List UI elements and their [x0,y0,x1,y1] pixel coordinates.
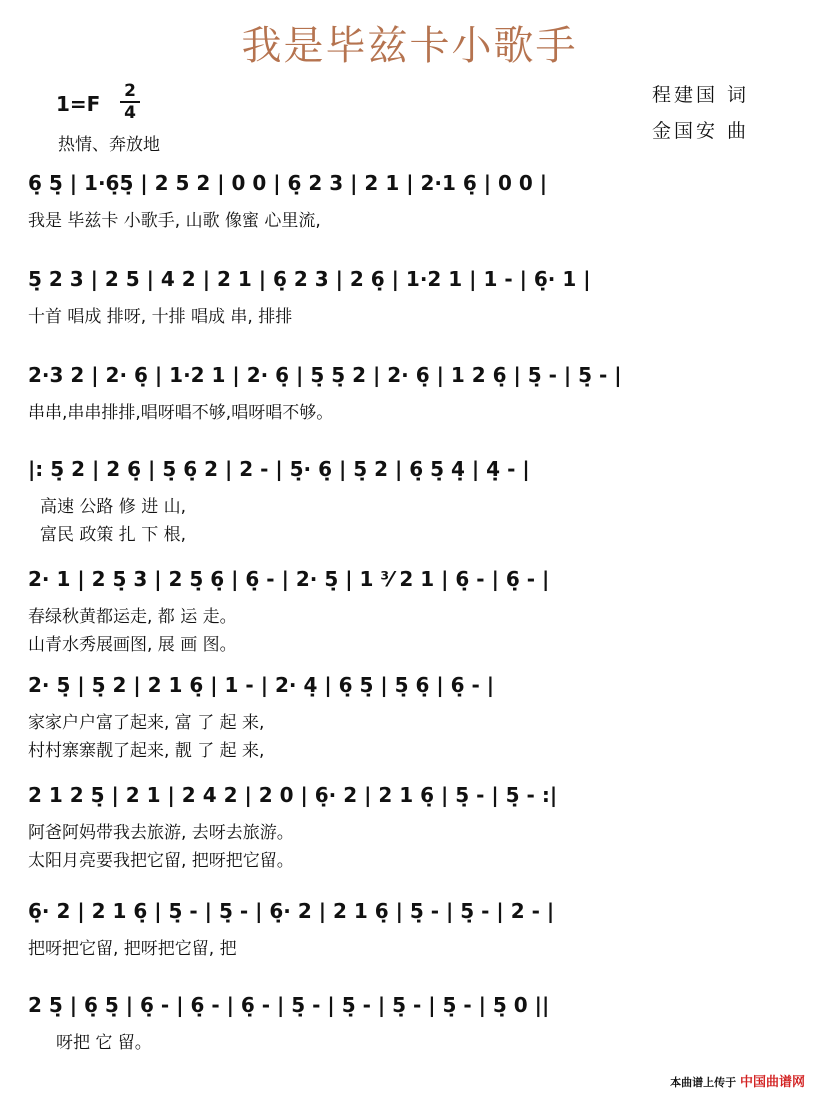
lyrics-line-3: 串串,串串排排,唱呀唱不够,唱呀唱不够。 [28,403,334,423]
system-6 [28,673,494,761]
system-8 [28,899,554,959]
system-1 [28,171,547,231]
notation-line-1: 6̣ 5̣ | 1·6̣5̣ | 2 5 2 | 0 0 | 6̣ 2 3 | 2 1 | 2·1 6̣ | 0 0 | [28,171,548,195]
meter-top: 2 [124,81,136,101]
meter-bottom: 4 [124,103,136,123]
notation-line-2: 5̣ 2 3 | 2 5 | 4 2 | 2 1 | 6̣ 2 3 | 2 6̣ | 1·2 1 | 1 - | 6̣· 1 | [28,267,591,291]
system-3 [28,363,622,423]
lyrics-line-5b: 山青水秀展画图, 展 画 图。 [28,635,237,655]
notation-line-7: 2 1 2 5̣ | 2 1 | 2 4 2 | 2 0 | 6̣· 2 | 2 1 6̣ | 5̣ - | 5̣ - :| [28,783,558,807]
system-2 [28,267,591,327]
lyrics-line-1: 我是 毕兹卡 小歌手, 山歌 像蜜 心里流, [28,211,321,231]
lyrics-line-7b: 太阳月亮要我把它留, 把呀把它留。 [28,851,294,871]
notation-line-8: 6̣· 2 | 2 1 6̣ | 5̣ - | 5̣ - | 6̣· 2 | 2 1 6̣ | 5̣ - | 5̣ - | 2 - | [28,899,555,923]
lyrics-line-6b: 村村寨寨靓了起来, 靓 了 起 来, [28,741,265,761]
lyricist-credit: 程建国 词 [652,84,750,106]
lyrics-line-9: 呀把 它 留。 [56,1033,152,1053]
tempo-marking: 热情、奔放地 [58,135,160,155]
footer-credit [670,1071,805,1090]
footer-text: 本曲谱上传于 [670,1076,737,1089]
composer-credit: 金国安 曲 [652,120,750,142]
notation-line-4: |: 5̣ 2 | 2 6̣ | 5̣ 6̣ 2 | 2 - | 5̣· 6̣ | 5̣ 2 | 6̣ 5̣ 4̣ | 4̣ - | [28,457,530,481]
lyrics-line-6a: 家家户户富了起来, 富 了 起 来, [28,713,265,733]
lyrics-line-8: 把呀把它留, 把呀把它留, 把 [28,939,237,959]
notation-line-6: 2· 5̣ | 5̣ 2 | 2 1 6̣ | 1 - | 2· 4̣ | 6̣ 5̣ | 5̣ 6̣ | 6̣ - | [28,673,495,697]
notation-line-5: 2· 1 | 2 5̣ 3 | 2 5̣ 6̣ | 6̣ - | 2· 5̣ | 1 ³⁄ 2 1 | 6̣ - | 6̣ - | [28,567,550,591]
system-7 [28,783,557,871]
system-4 [28,457,530,545]
notation-line-3: 2·3 2 | 2· 6̣ | 1·2 1 | 2· 6̣ | 5̣ 5̣ 2 | 2· 6̣ | 1 2 6̣ | 5̣ - | 5̣ - | [28,363,622,387]
footer-brand[interactable]: 中国曲谱网 [739,1075,805,1090]
song-title: 我是毕兹卡小歌手 [241,23,578,69]
lyrics-line-2: 十首 唱成 排呀, 十排 唱成 串, 排排 [28,307,293,327]
lyrics-line-5a: 春绿秋黄都运走, 都 运 走。 [28,607,237,627]
key-signature: 1=F [56,92,101,116]
lyrics-line-4a: 高速 公路 修 进 山, [40,497,187,517]
notation-line-9: 2 5̣ | 6̣ 5̣ | 6̣ - | 6̣ - | 6̣ - | 5̣ - | 5̣ - | 5̣ - | 5̣ - | 5̣ 0 || [28,993,550,1017]
system-5 [28,567,549,655]
lyrics-line-7a: 阿爸阿妈带我去旅游, 去呀去旅游。 [28,823,294,843]
system-9 [28,993,549,1053]
lyrics-line-4b: 富民 政策 扎 下 根, [40,525,187,545]
